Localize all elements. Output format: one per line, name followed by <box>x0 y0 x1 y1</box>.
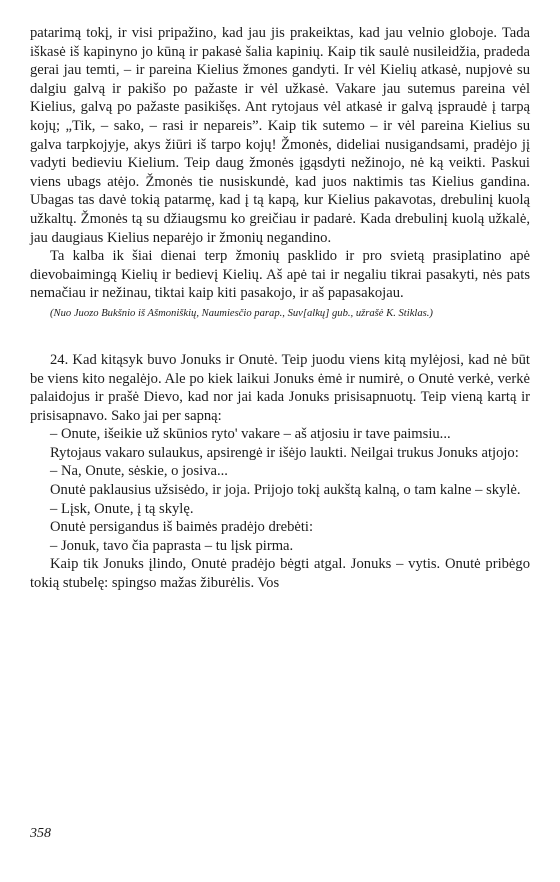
paragraph-closing-remark: Ta kalba ik šiai dienai terp žmonių pasklido ir pro svietą prasiplatino apė dievobaimingą Kielių ir bedievį Kielių. Aš apė tai ir negaliu tikrai pasakyti, nės pats nemačiau ir nežinau, tiktai kaip kiti pasakojo, ir aš papasakojau. <box>30 248 530 302</box>
paragraph: Onutė paklausius užsisėdo, ir joja. Prijojo tokį aukštą kalną, o tam kalne – skylė. <box>50 482 521 499</box>
dialogue-line: – Na, Onute, sėskie, o josiva... <box>50 463 228 480</box>
paragraph: Onutė persigandus iš baimės pradėjo drebėti: <box>50 519 314 536</box>
source-note: (Nuo Juozo Bukšnio iš Ašmoniškių, Naumiesčio parap., Suv[alkų] gub., užrašė K. Stiklas.) <box>50 307 433 319</box>
paragraph: Kaip tik Jonuks įlindo, Onutė pradėjo bėgti atgal. Jonuks – vytis. Onutė pribėgo tokią stubelę: spingso mažas žiburėlis. Vos <box>30 556 530 592</box>
page-text <box>30 24 530 593</box>
page-number: 358 <box>30 826 51 841</box>
paragraph-continuation: patarimą tokį, ir visi pripažino, kad jau jis prakeiktas, kad jau velnio globoje. Tada iškasė iš kapinyno jo kūną ir pakasė šalia kapinių. Kaip tik saulė nusileidžia, pradeda gerai jau temti, – ir pareina Kielius žmones gandyti. Ir vėl Kielių atkasė, nupjovė su dalgiu galvą ir pakišo po pažaste ir vėl užkasė. Vakare jau sutemus pareina vėl Kielius, galvą po pažaste pasikišęs. Ant rytojaus vėl atkasė ir galvą įspraudė į tarpą kojų; „Tik, – sako, – rasi ir nepareis”. Kaip tik sutemo – ir vėl pareina Kielius su galva tarpkojyje, akys žiūri iš tarpo kojų! Žmonės, dideliai nusigandsami, pradėjo jį vadyti bedieviu Kielium. Teip daug žmonės įgąsdyti nežinojo, nė ką veikti. Paskui viens ubags atėjo. Žmonės tie nusiskundė, kad juos naktimis tas Kielius gandina. Ubagas tas davė tokią patarmę, kad į tą kapą, kur Kielius pakavotas, drebulinį kuolą užkaltų. Žmonės tą su džiaugsmu ko greičiau ir padarė. Kada drebulinį kuolą užkalė, jau daugiaus Kielius neparėjo ir žmonių negandino. <box>30 25 530 246</box>
dialogue-line: – Lįsk, Onute, į tą skylę. <box>50 500 194 517</box>
story-24-opening: 24. Kad kitąsyk buvo Jonuks ir Onutė. Teip juodu viens kitą mylėjosi, kad nė būt be viens kito negalėjo. Ale po kiek laikui Jonuks ėmė ir numirė, o Onutė verkė, verkė palaidojus ir prašė Dievo, kad nor jai kada Jonuks prisisapnuotų. Teip vieną kartą ir prisisapnavo. Sako jai per sapną: <box>30 351 530 424</box>
dialogue-line: – Jonuk, tavo čia paprasta – tu lįsk pirma. <box>50 537 294 554</box>
paragraph: Rytojaus vakaro sulaukus, apsirengė ir išėjo laukti. Neilgai trukus Jonuks atjojo: <box>50 444 519 461</box>
dialogue-line: – Onute, išeikie už skūnios ryto' vakare – aš atjosiu ir tave paimsiu... <box>50 426 451 443</box>
